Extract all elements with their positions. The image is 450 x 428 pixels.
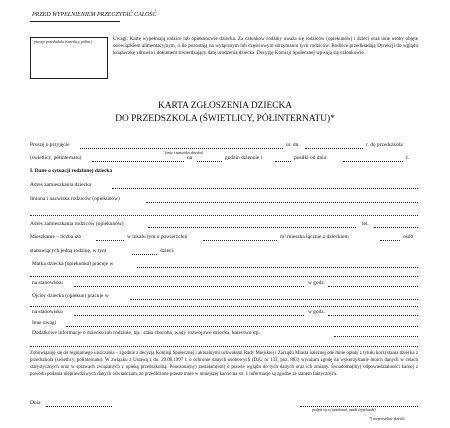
parents-tel-label: tel. xyxy=(362,221,369,227)
father-work-field-2[interactable] xyxy=(30,306,418,307)
persons-suffix: osób xyxy=(403,234,414,240)
stamp-box xyxy=(30,37,108,79)
header-note: Uwagi: Kartę wypełniają rodzice lub opiekunowie dziecka. Za członków rodziny uważa się rodziców (opiekunów) i dzieci oraz inne osoby objęte obowiązkiem alimentacyjnym, o ile pozostają na wyłącznym lub częściowym utrzymaniu tych rodziców. Rodzice przedkładają Dyrekcji do wglądu książeczkę zdrowia i dokument stwierdzający datę urodzenia dziecka. Decyzję Komisji Społecznej wpisują się członkowie. xyxy=(113,36,418,57)
father-hours-field[interactable] xyxy=(328,315,418,316)
facility-label: (świetlicy, półinternatu) xyxy=(30,155,82,161)
commitment-text: Zobowiązuję się do regularnego uiszczania – zgodnie z decyzją Komisji Społecznej i aktualnymi uchwałami Rady Miejskiej i Zarządu Miasta należnej ode mnie opłaty z tytułu korzystania dziecka z przedszkola (świetlicy, półinternatu). W związku z Ustawą z dn. 29.08.1997 r. o ochronie danych osobowych (DzU nr 133, poz. 883) wyrażam zgodę na wykorzystanie moich danych w celach statystycznych oraz w sprawach związanych z opieką przedszkolną. Pouczona(ny) zostałam(em) o prawie wglądu do tych danych oraz ich zmiany. Świadoma(my) odpowiedzialności karnej z powodu podania nieprawdziwych danych oświadczam, że przedłożone przeze mnie w niniejszej karcie na str. 1 informacje są zgodne ze stanem faktycznym. xyxy=(30,351,418,377)
section1-heading: I. Dane o sytuacji rodzinnej dziecka xyxy=(30,168,113,174)
extra-info-label: Dodatkowe informacje o dziecku lub rodzinie, np.: stała choroba, wady rozwojowe dziecka, kalectwo itp. xyxy=(32,330,260,336)
top-instruction: PRZED WYPEŁNIENIEM PRZECZYTAĆ CAŁOŚĆ xyxy=(32,12,157,18)
start-date-field[interactable] xyxy=(343,161,403,162)
birth-date-field[interactable] xyxy=(305,148,363,149)
extra-info-field-2[interactable] xyxy=(30,346,418,347)
signature-caption: podpis ojca (opiekuna), matki (opiekunki) xyxy=(312,408,376,412)
hours-label: godzin dziennie i xyxy=(225,155,263,161)
persons-field[interactable] xyxy=(380,240,400,241)
other-notes-field[interactable] xyxy=(66,326,418,327)
form-title-line2: DO PRZEDSZKOLA (ŚWIETLICY, PÓŁINTERNATU)* xyxy=(115,114,335,124)
child-address-field[interactable] xyxy=(112,188,418,189)
mother-work-field-2[interactable] xyxy=(30,276,418,277)
hours-field[interactable] xyxy=(197,161,222,162)
father-work-label: Ojciec dziecka (opiekun) pracuje w xyxy=(32,293,109,299)
child-name-caption: (imię i nazwisko dziecka) xyxy=(165,151,204,155)
mother-position-label: na stanowisku xyxy=(32,280,63,286)
parents-names-field[interactable] xyxy=(146,202,418,203)
father-position-label: na stanowisku xyxy=(32,309,63,315)
father-work-field[interactable] xyxy=(130,299,418,300)
year-suffix: r. xyxy=(406,155,409,161)
date-label: Dnia xyxy=(30,400,41,406)
other-notes-label: Inne uwagi xyxy=(32,320,57,326)
parents-names-field-2[interactable] xyxy=(30,215,418,216)
meals-label: posiłki od dnia xyxy=(294,155,327,161)
to-preschool-label: r. do przedszkola xyxy=(366,142,403,148)
form-title-line1: KARTA ZGŁOSZENIA DZIECKA xyxy=(157,101,293,111)
children-label: dzieci. xyxy=(160,248,175,254)
request-label: Proszę o przyjęcie xyxy=(30,142,70,148)
father-position-field[interactable] xyxy=(74,315,304,316)
mother-work-field[interactable] xyxy=(137,267,418,268)
date-field[interactable] xyxy=(46,406,112,407)
floor-area-field[interactable] xyxy=(203,240,277,241)
for-label: na xyxy=(187,155,193,161)
mother-hours-label: w godz. xyxy=(308,280,326,286)
rooms-field[interactable] xyxy=(96,240,124,241)
parents-address-label: Adres zamieszkania rodziców (opiekunów) xyxy=(30,221,124,227)
footnote: *) niepotrzebne skreślić xyxy=(369,417,406,421)
composition-label: stanowiących jedną rodzinę, w tym xyxy=(30,248,107,254)
father-hours-label: w godz. xyxy=(308,309,326,315)
stamp-label: pieczęć przedszkola (świetlicy, półint.) xyxy=(34,40,93,44)
floor-area-label: w lokalu tym o powierzchni xyxy=(127,234,188,240)
parents-tel-field[interactable] xyxy=(374,227,418,228)
child-address-label: Adres zamieszkania dziecka xyxy=(30,182,92,188)
children-count-field[interactable] xyxy=(132,254,157,255)
mother-position-field[interactable] xyxy=(74,286,304,287)
header-rule xyxy=(30,21,120,22)
meals-field[interactable] xyxy=(275,161,291,162)
parents-names-label: Imiona i nazwiska rodziców (opiekunów) xyxy=(30,196,120,202)
mother-hours-field[interactable] xyxy=(328,286,418,287)
m2-label: m² mieszka łącznie z dzieckiem xyxy=(280,234,349,240)
mother-work-label: Matka dziecka (opiekunka) pracuje w xyxy=(32,261,114,267)
apartment-label: Mieszkanie – liczba izb xyxy=(30,234,82,240)
child-name-field[interactable] xyxy=(80,148,283,149)
facility-field[interactable] xyxy=(92,161,184,162)
signature-field[interactable] xyxy=(300,406,418,407)
extra-info-field[interactable] xyxy=(334,336,418,337)
parents-address-field[interactable] xyxy=(148,227,356,228)
born-label: ur. dn. xyxy=(286,142,300,148)
